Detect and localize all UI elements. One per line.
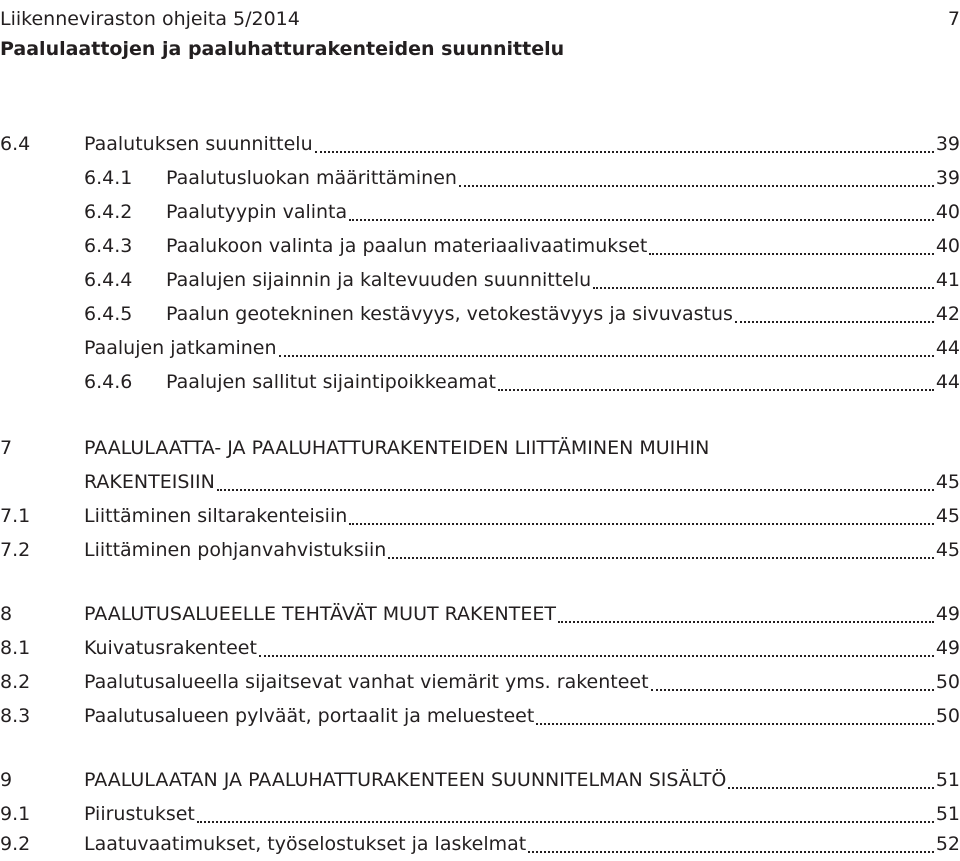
page-number: 7 xyxy=(947,8,960,30)
section-title: Liittäminen pohjanvahvistuksiin xyxy=(84,539,387,561)
section-page: 45 xyxy=(935,471,960,493)
section-number: 8.2 xyxy=(0,671,31,693)
section-page: 42 xyxy=(935,303,960,325)
dot-leader xyxy=(498,388,934,391)
toc-entry-7-2[interactable] xyxy=(0,533,960,567)
toc-entry-8[interactable] xyxy=(0,597,960,631)
section-title: Paalujen jatkaminen xyxy=(84,337,277,359)
section-page: 49 xyxy=(935,603,960,625)
dot-leader xyxy=(315,150,934,153)
dot-leader xyxy=(593,286,934,289)
section-title: PAALULAATAN JA PAALUHATTURAKENTEEN SUUNNITELMAN SISÄLTÖ xyxy=(84,769,727,791)
publication-series: Liikenneviraston ohjeita 5/2014 xyxy=(0,8,300,30)
dot-leader xyxy=(279,354,934,357)
section-page: 40 xyxy=(935,201,960,223)
section-number: 7.1 xyxy=(0,505,31,527)
section-title: PAALULAATTA- JA PAALUHATTURAKENTEIDEN LIITTÄMINEN MUIHIN xyxy=(84,437,710,459)
section-page: 44 xyxy=(935,371,960,393)
section-title: Paalujen sallitut sijaintipoikkeamat xyxy=(166,371,496,393)
section-page: 40 xyxy=(935,235,960,257)
section-title: Paalutusalueella sijaitsevat vanhat viemärit yms. rakenteet xyxy=(84,671,649,693)
toc-entry-6-4-5[interactable] xyxy=(0,297,960,331)
section-page: 51 xyxy=(935,769,960,791)
section-page: 49 xyxy=(935,637,960,659)
section-page: 50 xyxy=(935,671,960,693)
section-title: PAALUTUSALUEELLE TEHTÄVÄT MUUT RAKENTEET xyxy=(84,603,556,625)
section-number: 9.1 xyxy=(0,803,31,825)
section-title: Paalutusalueen pylväät, portaalit ja meluesteet xyxy=(84,705,535,727)
section-title: Piirustukset xyxy=(84,803,195,825)
toc-entry-7[interactable] xyxy=(0,431,960,465)
dot-leader xyxy=(259,654,934,657)
section-page: 51 xyxy=(935,803,960,825)
section-title-continued: RAKENTEISIIN xyxy=(84,471,215,493)
dot-leader xyxy=(217,488,934,491)
dot-leader xyxy=(388,556,933,559)
dot-leader xyxy=(558,620,934,623)
toc-entry-7-1[interactable] xyxy=(0,499,960,533)
toc-entry-paalujen-jatkaminen[interactable] xyxy=(0,331,960,365)
toc-entry-7-continued[interactable] xyxy=(0,465,960,499)
dot-leader xyxy=(536,722,934,725)
dot-leader xyxy=(349,522,934,525)
dot-leader xyxy=(735,320,934,323)
document-title: Paalulaattojen ja paaluhatturakenteiden suunnittelu xyxy=(0,38,565,60)
section-number: 6.4.5 xyxy=(84,303,133,325)
page-header xyxy=(0,4,960,64)
toc-entry-6-4-6[interactable] xyxy=(0,365,960,399)
section-number: 8.1 xyxy=(0,637,31,659)
section-title: Laatuvaatimukset, työselostukset ja laskelmat xyxy=(84,833,527,855)
toc-entry-6-4-1[interactable] xyxy=(0,161,960,195)
section-title: Paalun geotekninen kestävyys, vetokestävyys ja sivuvastus xyxy=(166,303,733,325)
section-number: 6.4.1 xyxy=(84,167,133,189)
section-title: Paalutyypin valinta xyxy=(166,201,348,223)
section-page: 41 xyxy=(935,269,960,291)
section-number: 6.4.4 xyxy=(84,269,133,291)
section-title: Liittäminen siltarakenteisiin xyxy=(84,505,348,527)
section-number: 8.3 xyxy=(0,705,31,727)
dot-leader xyxy=(728,786,934,789)
toc-entry-6-4[interactable] xyxy=(0,127,960,161)
dot-leader xyxy=(528,850,934,853)
section-title: Paalutusluokan määrittäminen xyxy=(166,167,457,189)
section-page: 39 xyxy=(935,167,960,189)
dot-leader xyxy=(197,820,934,823)
toc-entry-6-4-3[interactable] xyxy=(0,229,960,263)
dot-leader xyxy=(459,184,934,187)
dot-leader xyxy=(651,688,934,691)
section-page: 45 xyxy=(935,505,960,527)
toc-entry-8-3[interactable] xyxy=(0,699,960,733)
section-title: Paalutuksen suunnittelu xyxy=(84,133,313,155)
toc-entry-9-1[interactable] xyxy=(0,797,960,831)
section-page: 39 xyxy=(935,133,960,155)
section-number: 9 xyxy=(0,769,13,791)
section-title: Paalukoon valinta ja paalun materiaalivaatimukset xyxy=(166,235,648,257)
section-page: 44 xyxy=(935,337,960,359)
section-number: 6.4.2 xyxy=(84,201,133,223)
toc-entry-6-4-2[interactable] xyxy=(0,195,960,229)
toc-entry-9-2[interactable] xyxy=(0,827,960,861)
toc-entry-8-2[interactable] xyxy=(0,665,960,699)
section-number: 6.4.3 xyxy=(84,235,133,257)
toc-entry-6-4-4[interactable] xyxy=(0,263,960,297)
section-page: 50 xyxy=(935,705,960,727)
dot-leader xyxy=(649,252,934,255)
section-title: Paalujen sijainnin ja kaltevuuden suunnittelu xyxy=(166,269,592,291)
section-number: 6.4 xyxy=(0,133,31,155)
section-title: Kuivatusrakenteet xyxy=(84,637,257,659)
section-number: 7 xyxy=(0,437,13,459)
section-number: 6.4.6 xyxy=(84,371,133,393)
section-page: 45 xyxy=(935,539,960,561)
dot-leader xyxy=(349,218,934,221)
toc-entry-8-1[interactable] xyxy=(0,631,960,665)
section-number: 9.2 xyxy=(0,833,31,855)
section-page: 52 xyxy=(935,833,960,855)
section-number: 7.2 xyxy=(0,539,31,561)
section-number: 8 xyxy=(0,603,13,625)
toc-entry-9[interactable] xyxy=(0,763,960,797)
